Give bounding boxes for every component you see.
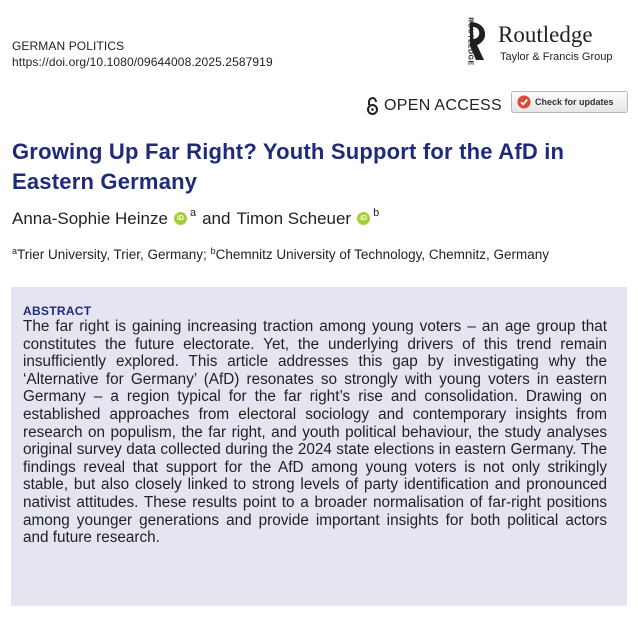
affiliation-text: Trier University, Trier, Germany; [17,247,207,262]
publisher-side-text: ROUTLEDGE [466,17,474,66]
abstract-text: The far right is gaining increasing traction among young voters – an age group that constitutes the future electorate. Yet, the underlying drivers of this trend remain insufficiently explored. This article addresses this gap by investigating why the ‘Alternative for Germany’ (AfD) resonates so strongly with young voters in eastern Germany – a region typical for the far right’s rise and consolidation. Drawing on established approaches from electoral sociology and contemporary insights from research on populism, the far right, and youth political behaviour, the study analyses original survey data collected during the 2024 state elections in eastern Germany. The findings reveal that support for the AfD among young voters is not only strikingly stable, but also closely linked to strong levels of party identification and pronounced nativist attitudes. These results point to a broader normalisation of far-right positions among younger generations and provide important insights for both political actors and future research. [23,318,607,547]
author-affiliation-marker: b [373,207,380,219]
crossmark-icon [517,95,531,109]
author-affiliation-marker: a [189,207,197,219]
routledge-head-icon [460,20,488,68]
doi-link[interactable]: https://doi.org/10.1080/09644008.2025.2587919 [12,55,273,69]
article-title: Growing Up Far Right? Youth Support for the AfD in Eastern Germany [12,139,565,194]
orcid-icon[interactable]: iD [174,212,187,225]
author-name[interactable]: Timon Scheuer [236,209,352,228]
abstract-heading: ABSTRACT [23,304,92,318]
check-for-updates-button[interactable] [511,91,628,113]
affiliation-marker: b [210,246,216,256]
check-for-updates-label: Check for updates [535,97,614,107]
orcid-icon[interactable]: iD [357,212,370,225]
open-lock-icon [366,97,379,115]
publisher-logo[interactable] [458,17,630,68]
author-name[interactable]: Anna-Sophie Heinze [12,209,168,228]
affiliations [12,246,549,265]
affiliation-text: Chemnitz University of Technology, Chemnitz, Germany [215,247,549,262]
author-list [12,208,385,230]
publisher-name: Routledge [498,22,593,47]
open-access-text: OPEN ACCESS [384,97,503,114]
affiliation-marker: a [12,246,18,256]
open-access-label [366,96,502,116]
journal-name: GERMAN POLITICS [12,39,125,53]
author-connector: and [202,209,231,228]
journal-info [12,38,273,70]
publisher-group: Taylor & Francis Group [500,51,613,63]
